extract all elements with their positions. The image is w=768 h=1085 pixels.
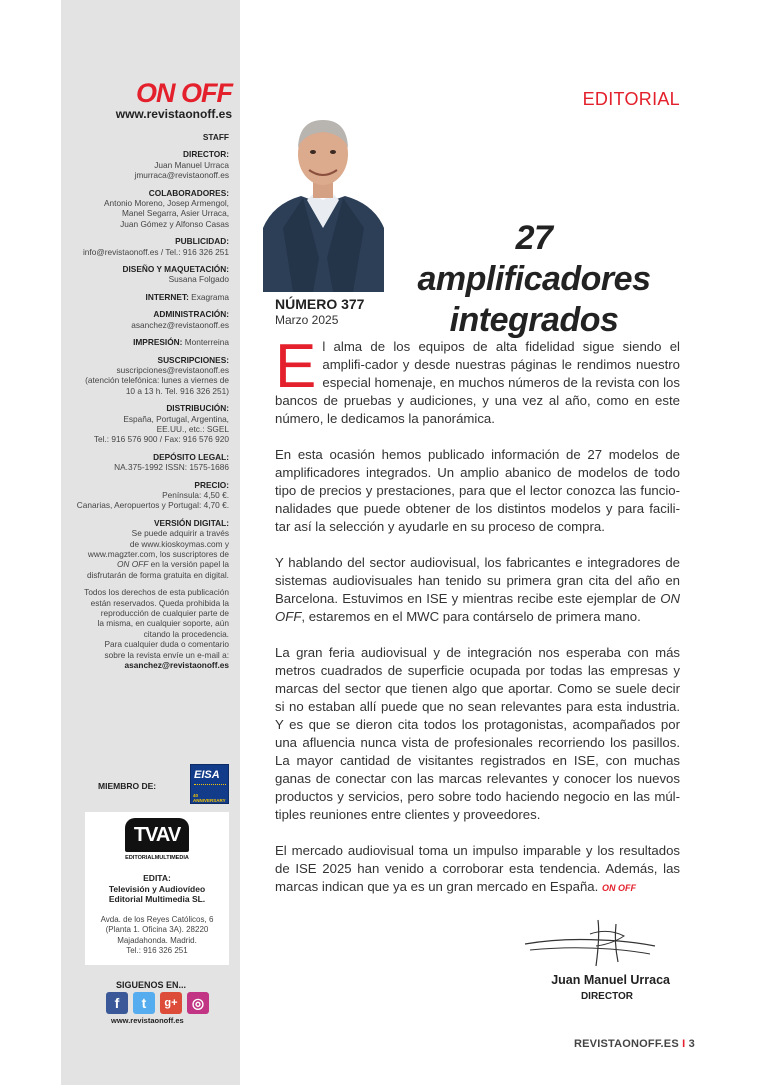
address-line: Majadahonda. Madrid. (117, 935, 197, 945)
headline-line: integrados (449, 301, 619, 339)
colaboradores-heading: COLABORADORES: (148, 187, 229, 198)
paragraph-2: En esta ocasión hemos publicado información de 27 modelos de amplificadores integrados. Un amplio abanico de modelos de todo tipo de precios y prestaciones, para que el lector conozca las funcio-nalidades que puede obtener de los distintos modelos y para facili-tar así la selección y ayudarle en su proceso de compra. (275, 447, 680, 534)
p3-onoff: ON OFF (275, 591, 680, 624)
page-footer (540, 1038, 695, 1050)
colaboradores-line: Manel Segarra, Asier Urraca, (122, 208, 229, 219)
staff-title: STAFF (202, 132, 229, 142)
suscripciones-line: (atención telefónica: lunes a viernes de (85, 375, 229, 386)
signer-name: Juan Manuel Urraca (551, 973, 670, 987)
precio-line: Península: 4,50 €. (162, 489, 229, 500)
tvav-mark: TVAV (125, 818, 189, 852)
colaboradores-line: Juan Gómez y Alfonso Casas (120, 218, 229, 229)
edita-heading: EDITA: (143, 873, 171, 883)
tvav-sub: EDITORIALMULTIMEDIA (125, 855, 189, 861)
eisa-logo[interactable] (190, 764, 229, 804)
address-block (85, 915, 229, 956)
edita-line: Televisión y Audiovídeo (108, 883, 206, 894)
version-line: Se puede adquirir a través (131, 528, 229, 539)
internet-line (68, 292, 229, 302)
derechos-line: la misma, en cualquier soporte, aún (97, 618, 229, 629)
eisa-stars-icon (194, 784, 226, 792)
end-logo: ON OFF (601, 883, 636, 893)
author-portrait-icon (263, 108, 384, 292)
publisher-box (85, 812, 229, 965)
version-line: www.magzter.com, los suscriptores de (87, 549, 229, 559)
administracion-heading: ADMINISTRACIÓN: (153, 309, 229, 320)
eisa-years: 40 ANNIVERSARY (193, 793, 226, 803)
distribucion-line: Tel.: 916 576 900 / Fax: 916 576 920 (93, 434, 229, 445)
distribucion-heading: DISTRIBUCIÓN: (166, 403, 229, 414)
author-photo (263, 108, 384, 292)
derechos-line: citando la procedencia. (143, 628, 229, 639)
signer-role: DIRECTOR (580, 991, 633, 1002)
version-line: disfrutarán de forma gratuita en digital. (86, 569, 229, 580)
derechos-line: reproducción de cualquier parte de (100, 608, 229, 619)
footer-site[interactable]: REVISTAONOFF.ES (574, 1038, 679, 1050)
article-body (275, 332, 680, 915)
administracion-text[interactable]: asanchez@revistaonoff.es (131, 319, 229, 330)
staff-credits (68, 132, 229, 670)
paragraph-3 (275, 554, 680, 626)
issue-date: Marzo 2025 (275, 313, 339, 327)
director-email[interactable]: jmurraca@revistaonoff.es (134, 170, 229, 181)
instagram-icon[interactable]: ◎ (187, 992, 209, 1014)
headline (398, 218, 670, 341)
impresion-line (68, 337, 229, 347)
footer-separator: I (682, 1038, 686, 1050)
address-line: Avda. de los Reyes Católicos, 6 (100, 915, 214, 924)
siguenos-label: SIGUENOS EN... (116, 980, 187, 990)
suscripciones-line[interactable]: suscripciones@revistaonoff.es (116, 364, 229, 375)
derechos-email[interactable]: asanchez@revistaonoff.es (124, 660, 229, 671)
precio-line: Canarias, Aeropuertos y Portugal: 4,70 €. (76, 500, 229, 511)
edita-block (85, 873, 229, 905)
version-line (68, 559, 229, 569)
distribucion-line: España, Portugal, Argentina, (123, 413, 229, 424)
website-link[interactable]: www.revistaonoff.es (115, 107, 232, 121)
internet-heading: INTERNET: (145, 291, 189, 302)
deposito-text: NA.375-1992 ISSN: 1575-1686 (114, 462, 229, 473)
social-icons (106, 992, 212, 1014)
paragraph-1-text: l alma de los equipos de alta fidelidad sigue siendo el amplifi-cador y desde nuestras páginas le rendimos nuestro especial homenaje, en muchos números de la revista con los bancos de pruebas y audiciones, y una vez al año, como en este número, le dedicamos la panorámica. (275, 339, 680, 426)
distribucion-line: EE.UU., etc.: SGEL (156, 423, 229, 434)
publicidad-heading: PUBLICIDAD: (175, 236, 229, 247)
version-line4-rest: en la versión papel la (148, 559, 229, 570)
website-link-footer[interactable]: www.revistaonoff.es (111, 1016, 184, 1025)
eisa-name: EISA (194, 769, 220, 781)
version-line: de www.kioskoymas.com y (129, 538, 229, 549)
precio-heading: PRECIO: (194, 479, 229, 490)
colaboradores-line: Antonio Moreno, Josep Armengol, (104, 198, 229, 209)
facebook-icon[interactable]: f (106, 992, 128, 1014)
address-line: Tel.: 916 326 251 (126, 945, 188, 955)
p3-text-a: Y hablando del sector audiovisual, los fabricantes e integradores de sistemas audiovisuales han tenido su primera gran cita del año en Barcelona. Estuvimos en ISE y mientras recibe este ejemplar de (275, 555, 680, 606)
director-name: Juan Manuel Urraca (154, 159, 229, 170)
deposito-heading: DEPÓSITO LEGAL: (153, 451, 229, 462)
headline-line: 27 amplificadores (417, 219, 651, 298)
twitter-icon[interactable]: t (133, 992, 155, 1014)
version-onoff: ON OFF (116, 559, 149, 570)
derechos-line: están reservados. Queda prohibida la (90, 597, 229, 608)
page-number: 3 (688, 1038, 695, 1050)
impresion-text: Monterreina (184, 337, 229, 348)
derechos-line: Para cualquier duda o comentario (104, 639, 229, 650)
edita-line: Editorial Multimedia SL. (108, 894, 206, 904)
version-heading: VERSIÓN DIGITAL: (154, 517, 229, 528)
paragraph-5 (275, 842, 680, 897)
miembro-label: MIEMBRO DE: (98, 781, 157, 791)
publicidad-text: info@revistaonoff.es / Tel.: 916 326 251 (82, 246, 229, 257)
derechos-line: Todos los derechos de esta publicación (84, 587, 229, 598)
p5-text: El mercado audiovisual toma un impulso imparable y los resultados de ISE 2025 han venido a corroborar esta tendencia. Además, las marcas indican que ya es un gran mercado en España. (275, 843, 680, 894)
p3-text-c: , estaremos en el MWC para contárselo de primera mano. (301, 609, 641, 624)
diseno-text: Susana Folgado (168, 274, 229, 285)
issue-number: NÚMERO 377 (275, 296, 365, 312)
paragraph-4: La gran feria audiovisual y de integración nos esperaba con más metros cuadrados de superficie ocupada por todas las empresas y marcas del sector que tienen algo que aportar. Como se suele decir si no estaban allí puede que no sean relevantes para esta industria. Y es que se dieron cita todos los protagonistas, acompañados por una afluencia nunca vista de profesionales recorriendo los pasillos. La mayor cantidad de visitantes registrados en ISE, con muchas ganas de conectar con las marcas relevantes y conocer los nuevos productos y servicios, pero sobre todo haciendo negocio en las múl-tiples reuniones entre clientes y proveedores. (275, 645, 680, 822)
section-label: EDITORIAL (582, 89, 680, 109)
dropcap: E (275, 332, 317, 401)
signature-icon (520, 916, 660, 978)
derechos-line: sobre la revista envíe un e-mail a: (104, 649, 229, 660)
suscripciones-line: 10 a 13 h. Tel. 916 326 251) (125, 385, 229, 396)
paragraph-1 (275, 332, 680, 428)
internet-text: Exagrama (191, 291, 229, 302)
impresion-heading: IMPRESIÓN: (133, 337, 183, 348)
diseno-heading: DISEÑO Y MAQUETACIÓN: (122, 264, 229, 275)
onoff-logo[interactable]: ON OFF (136, 78, 232, 108)
address-line: (Planta 1. Oficina 3A). 28220 (105, 925, 209, 935)
tvav-logo[interactable] (125, 818, 189, 860)
director-heading: DIRECTOR: (183, 149, 229, 160)
google-plus-icon[interactable]: g+ (160, 992, 182, 1014)
suscripciones-heading: SUSCRIPCIONES: (157, 354, 229, 365)
